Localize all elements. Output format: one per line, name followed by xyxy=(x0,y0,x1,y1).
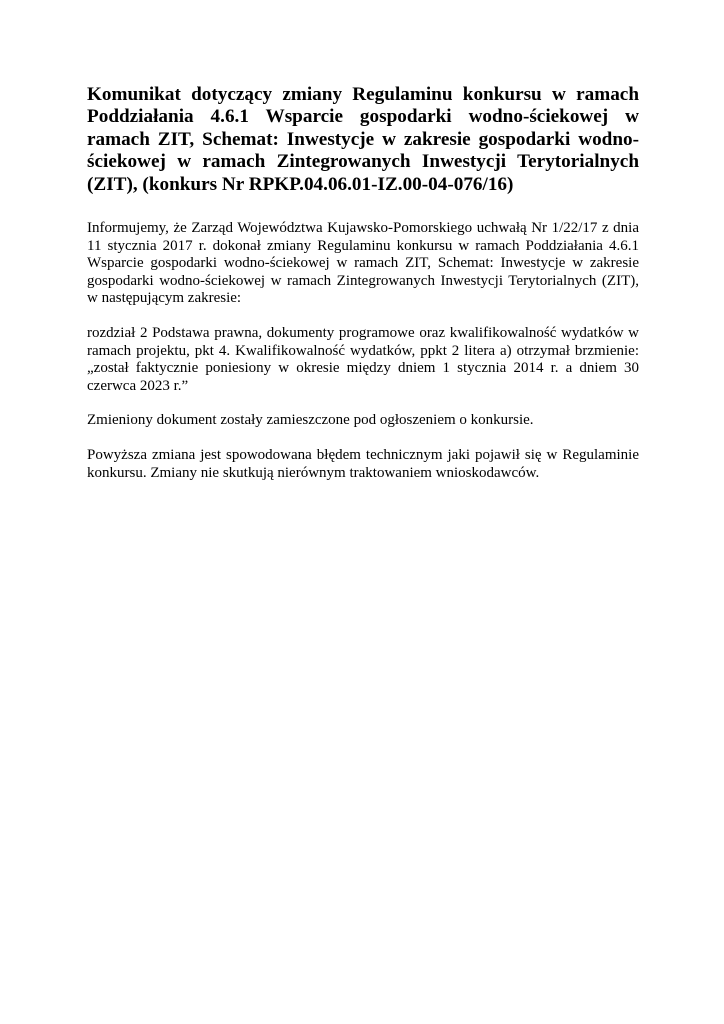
document-title: Komunikat dotyczący zmiany Regulaminu konkursu w ramach Poddziałania 4.6.1 Wsparcie gospodarki wodno-ściekowej w ramach ZIT, Schemat: Inwestycje w zakresie gospodarki wodno-ściekowej w ramach Zintegrowanych Inwestycji Terytorialnych (ZIT), (konkurs Nr RPKP.04.06.01-IZ.00-04-076/16) xyxy=(87,84,639,195)
document-body xyxy=(87,220,639,482)
paragraph-document-location: Zmieniony dokument zostały zamieszczone pod ogłoszeniem o konkursie. xyxy=(87,412,534,429)
document-page xyxy=(87,84,639,499)
paragraph-announcement: Informujemy, że Zarząd Województwa Kujawsko-Pomorskiego uchwałą Nr 1/22/17 z dnia 11 stycznia 2017 r. dokonał zmiany Regulaminu konkursu w ramach Poddziałania 4.6.1 Wsparcie gospodarki wodno-ściekowej w ramach ZIT, Schemat: Inwestycje w zakresie gospodarki wodno-ściekowej w ramach Zintegrowanych Inwestycji Terytorialnych (ZIT), w następującym zakresie: xyxy=(87,220,639,307)
paragraph-reason: Powyższa zmiana jest spowodowana błędem technicznym jaki pojawił się w Regulaminie konkursu. Zmiany nie skutkują nierównym traktowaniem wnioskodawców. xyxy=(87,446,639,481)
paragraph-change-scope: rozdział 2 Podstawa prawna, dokumenty programowe oraz kwalifikowalność wydatków w ramach projektu, pkt 4. Kwalifikowalność wydatków, ppkt 2 litera a) otrzymał brzmienie: „został faktycznie poniesiony w okresie między dniem 1 stycznia 2014 r. a dniem 30 czerwca 2023 r.” xyxy=(87,325,639,394)
